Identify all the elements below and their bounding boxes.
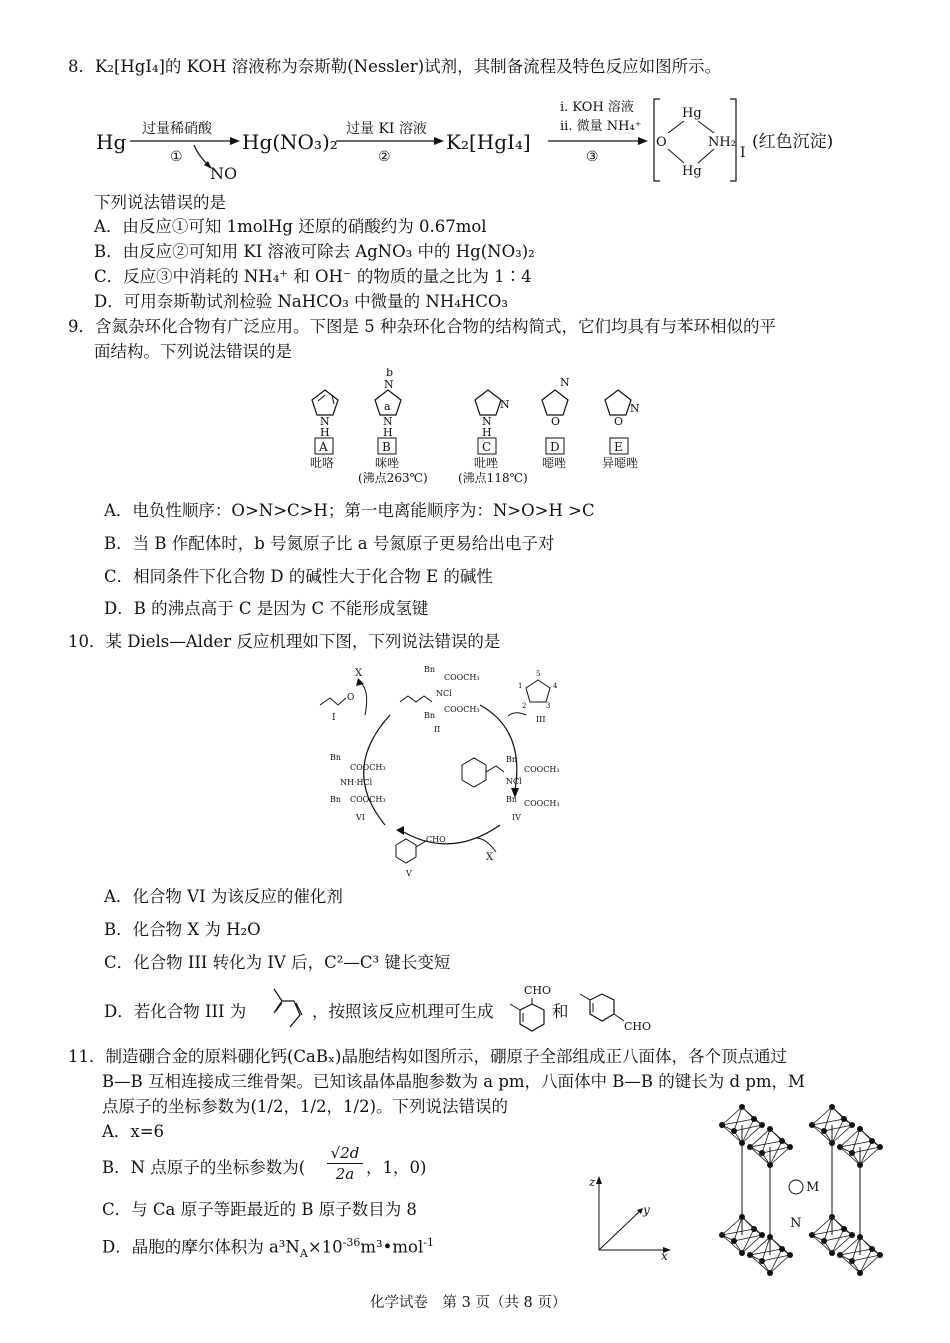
option-d-and: 和 [552,1002,569,1021]
boron-atom [751,1226,757,1232]
option-d-mid: ，按照该反应机理可生成 [312,1002,494,1021]
q9-option-d: D．B 的沸点高于 C 是因为 C 不能形成氢键 [104,599,429,618]
scheme-arrow2-top: 过量 KI 溶液 [346,121,427,137]
compound-a-structure [312,390,338,439]
boron-atom [809,1232,815,1238]
coordinate-axes [585,1170,675,1260]
boron-atom [829,1250,835,1256]
compound-e-structure [605,390,640,428]
svg-text:a: a [384,400,391,413]
q9-stem-line2: 面结构。下列说法错误的是 [94,342,292,361]
svg-text:b: b [386,368,394,379]
scheme-arrow3-bottom: ③ [586,149,599,165]
boron-atom [759,1150,765,1156]
svg-text:NCl: NCl [506,777,522,786]
point-m: M [806,1180,820,1195]
scheme-hgno3: Hg(NO₃)₂ [242,130,338,154]
boron-atom [857,1270,863,1276]
boron-atom [837,1252,843,1258]
svg-text:COOCH₃: COOCH₃ [524,765,560,774]
product2-structure [576,988,656,1036]
cycle-iv: IV [512,813,521,822]
svg-text:4: 4 [553,682,558,690]
q8-option-c: C．反应③中消耗的 NH₄⁺ 和 OH⁻ 的物质的量之比为 1∶4 [94,267,532,286]
ring-o: O [656,135,667,150]
svg-text:1: 1 [518,682,523,690]
boron-atom [821,1238,827,1244]
axis-z: z [589,1175,596,1189]
boron-atom [779,1138,785,1144]
q10-number: 10． [68,632,106,651]
scheme-arrow3-top1: ⅰ. KOH 溶液 [560,100,634,115]
boron-atom [767,1162,773,1168]
boron-atom [869,1138,875,1144]
ring-hg-top: Hg [682,106,702,121]
svg-text:O: O [551,415,561,428]
boron-atom [759,1122,765,1128]
scheme-product-note: (红色沉淀) [752,132,834,152]
cycle-vi: VI [356,813,365,822]
svg-text:CHO: CHO [524,984,552,997]
cycle-ii: II [434,725,441,734]
boron-atom [759,1232,765,1238]
option-d-prefix: D．若化合物 III 为 [104,1002,247,1021]
boron-atom [829,1214,835,1220]
scheme-iodide: I [740,145,746,161]
compound-e-letter: E [614,440,623,454]
boron-atom [841,1226,847,1232]
q8-option-a: A．由反应①可知 1molHg 还原的硝酸约为 0.67mol [94,217,487,236]
option-d-exp: -36 [342,1236,361,1249]
compound-d-letter: D [550,440,560,454]
q10-option-d [104,1001,246,1023]
compound-d-structure [542,376,570,428]
scheme-hg: Hg [96,130,127,154]
q10-stem-text: 某 Diels—Alder 反应机理如下图，下列说法错误的是 [105,632,501,651]
q10-catalytic-cycle [300,660,600,880]
svg-text:Bn: Bn [506,795,518,804]
q8-number: 8． [68,57,95,76]
q8-stem-text: K₂[HgI₄]的 KOH 溶液称为奈斯勒(Nessler)试剂，其制备流程及特色反应如图所示。 [95,57,722,76]
compound-b-structure [375,368,401,439]
q11-stem-text: 制造硼合金的原料硼化钙(CaBₓ)晶胞结构如图所示，硼原子全部组成正八面体，各个顶点通过 [105,1047,787,1066]
option-d-unit: m³•mol [360,1237,424,1257]
q9-number: 9． [68,317,95,336]
q10-option-c: C．化合物 III 转化为 IV 后，C²—C³ 键长变短 [104,953,451,972]
boron-atom [739,1104,745,1110]
compound-c-letter: C [482,440,492,454]
compound-b-letter: B [382,440,391,454]
boron-atom [849,1150,855,1156]
q10-option-b: B．化合物 X 为 H₂O [104,920,261,939]
svg-text:CHO: CHO [624,1020,652,1033]
scheme-arrow3-top2: ⅱ. 微量 NH₄⁺ [560,119,642,134]
q8-prompt: 下列说法错误的是 [94,193,226,212]
q11-stem-line1 [68,1046,787,1068]
svg-text:H: H [320,426,330,439]
compound-a-letter: A [319,440,328,454]
compound-c-note: (沸点118℃) [458,471,528,485]
q8-reaction-scheme [90,95,870,190]
boron-atom [739,1140,745,1146]
ring-nh2: NH₂ [708,135,736,150]
boron-atom [857,1234,863,1240]
svg-text:NCl: NCl [436,689,452,698]
svg-text:COOCH₃: COOCH₃ [350,763,386,772]
compound-b-name: 咪唑 [375,456,400,470]
boron-atom [747,1144,753,1150]
axis-x: x [661,1249,668,1260]
boron-atom [837,1144,843,1150]
boron-atom [751,1116,757,1122]
svg-text:N: N [630,402,640,415]
q11-option-c: C．与 Ca 原子等距最近的 B 原子数目为 8 [102,1200,417,1219]
q9-stem-line1 [68,316,776,338]
boron-atom [787,1144,793,1150]
cycle-iii: III [536,715,546,724]
q11-stem-line2: B—B 互相连接成三维骨架。已知该晶体晶胞参数为 a pm，八面体中 B—B 的键长为 d pm，M [102,1072,805,1091]
scheme-arrow1-top: 过量稀硝酸 [142,121,212,137]
q9-option-a: A．电负性顺序：O>N>C>H；第一电离能顺序为：N>O>H >C [104,501,595,520]
boron-atom [841,1116,847,1122]
boron-atom [731,1128,737,1134]
cycle-i: I [332,713,336,723]
q9-option-c: C．相同条件下化合物 D 的碱性大于化合物 E 的碱性 [104,567,493,586]
fraction-numerator: √2d [327,1143,363,1164]
option-b-fraction [327,1143,363,1184]
compound-a-name: 吡咯 [310,456,335,470]
svg-text:2: 2 [522,702,527,710]
option-b-suffix: ，1，0) [366,1158,427,1177]
compound-c-name: 吡唑 [474,456,499,470]
q8-option-d: D．可用奈斯勒试剂检验 NaHCO₃ 中微量的 NH₄HCO₃ [94,292,508,311]
q11-stem-line3: 点原子的坐标参数为(1/2，1/2，1/2)。下列说法错误的 [102,1097,509,1116]
page-footer: 化学试卷 第 3 页（共 8 页） [370,1295,567,1311]
scheme-arrow1-bottom: ① [170,149,183,165]
svg-text:H: H [482,426,492,439]
boron-atom [767,1270,773,1276]
q11-option-b [102,1157,305,1179]
q10-option-a: A．化合物 VI 为该反应的催化剂 [104,887,343,906]
option-d-main: D．晶胞的摩尔体积为 a³N [102,1237,300,1257]
svg-text:NH·HCl: NH·HCl [340,778,373,787]
svg-text:Bn: Bn [330,753,342,762]
boron-atom [767,1234,773,1240]
boron-atom [869,1246,875,1252]
boron-atom [787,1252,793,1258]
boron-atom [877,1144,883,1150]
boron-atom [821,1128,827,1134]
q11-option-a: A．x=6 [102,1122,165,1141]
ring-hg-bottom: Hg [682,164,702,179]
boron-atom [759,1258,765,1264]
q11-number: 11． [68,1047,106,1066]
q9-heterocycle-figure [300,368,660,488]
boron-atom [829,1104,835,1110]
boron-atom [731,1238,737,1244]
boron-atom [767,1126,773,1132]
svg-text:N: N [383,415,393,428]
cycle-v: V [406,869,412,878]
boron-atom [849,1258,855,1264]
boron-atom [809,1122,815,1128]
compound-d-name: 噁唑 [542,456,567,470]
compound-b-note: (沸点263℃) [358,471,428,485]
svg-text:Bn: Bn [424,711,436,720]
option-d-unit-exp: -1 [423,1236,434,1249]
svg-text:Bn: Bn [506,755,518,764]
svg-text:Bn: Bn [330,795,342,804]
boron-atom [719,1122,725,1128]
q9-option-b: B．当 B 作配体时，b 号氮原子比 a 号氮原子更易给出电子对 [104,534,555,553]
crystal-cell-figure [700,1095,900,1280]
boron-atom [739,1250,745,1256]
boron-atom [849,1232,855,1238]
scheme-k2hgi4: K₂[HgI₄] [446,130,531,154]
scheme-arrow2-bottom: ② [378,149,391,165]
compound-c-structure [475,390,510,439]
boron-atom [857,1162,863,1168]
q9-stem-text: 含氮杂环化合物有广泛应用。下图是 5 种杂环化合物的结构简式，它们均具有与苯环相似的平 [95,317,776,336]
svg-text:N: N [320,415,330,428]
svg-text:CHO: CHO [426,835,446,844]
q8-option-b: B．由反应②可知用 KI 溶液可除去 AgNO₃ 中的 Hg(NO₃)₂ [94,242,535,261]
cycle-x-bottom: X [486,852,494,863]
compound-e-name: 异噁唑 [602,456,639,470]
svg-text:5: 5 [536,670,541,678]
boron-atom [719,1232,725,1238]
boron-atom [857,1126,863,1132]
svg-text:O: O [614,415,624,428]
scheme-no: NO [210,164,238,183]
option-d-sub: A [299,1246,308,1260]
boron-atom [877,1252,883,1258]
isoprene-structure [270,987,306,1031]
boron-atom [747,1252,753,1258]
boron-atom [849,1122,855,1128]
option-d-tail: ×10 [307,1237,343,1257]
product1-structure [506,982,556,1042]
cycle-x-top: X [355,668,363,679]
svg-text:COOCH₃: COOCH₃ [524,799,560,808]
boron-atom [779,1246,785,1252]
svg-text:COOCH₃: COOCH₃ [444,705,480,714]
point-n: N [790,1216,802,1231]
q10-stem [68,631,500,653]
svg-text:COOCH₃: COOCH₃ [444,673,480,682]
svg-text:H: H [383,426,393,439]
svg-text:N: N [560,376,570,389]
boron-atom [739,1214,745,1220]
svg-text:Bn: Bn [424,665,436,674]
svg-text:COOCH₃: COOCH₃ [350,795,386,804]
fraction-denominator: 2a [335,1165,355,1183]
boron-atom [829,1140,835,1146]
axis-y: y [643,1203,650,1217]
svg-text:N: N [482,415,492,428]
option-b-prefix: B．N 点原子的坐标参数为( [102,1158,306,1177]
svg-text:N: N [384,378,394,391]
svg-text:O: O [347,693,355,703]
q11-option-d [102,1232,434,1265]
q8-stem [68,56,721,78]
svg-text:3: 3 [546,702,551,710]
svg-text:N: N [500,398,510,411]
